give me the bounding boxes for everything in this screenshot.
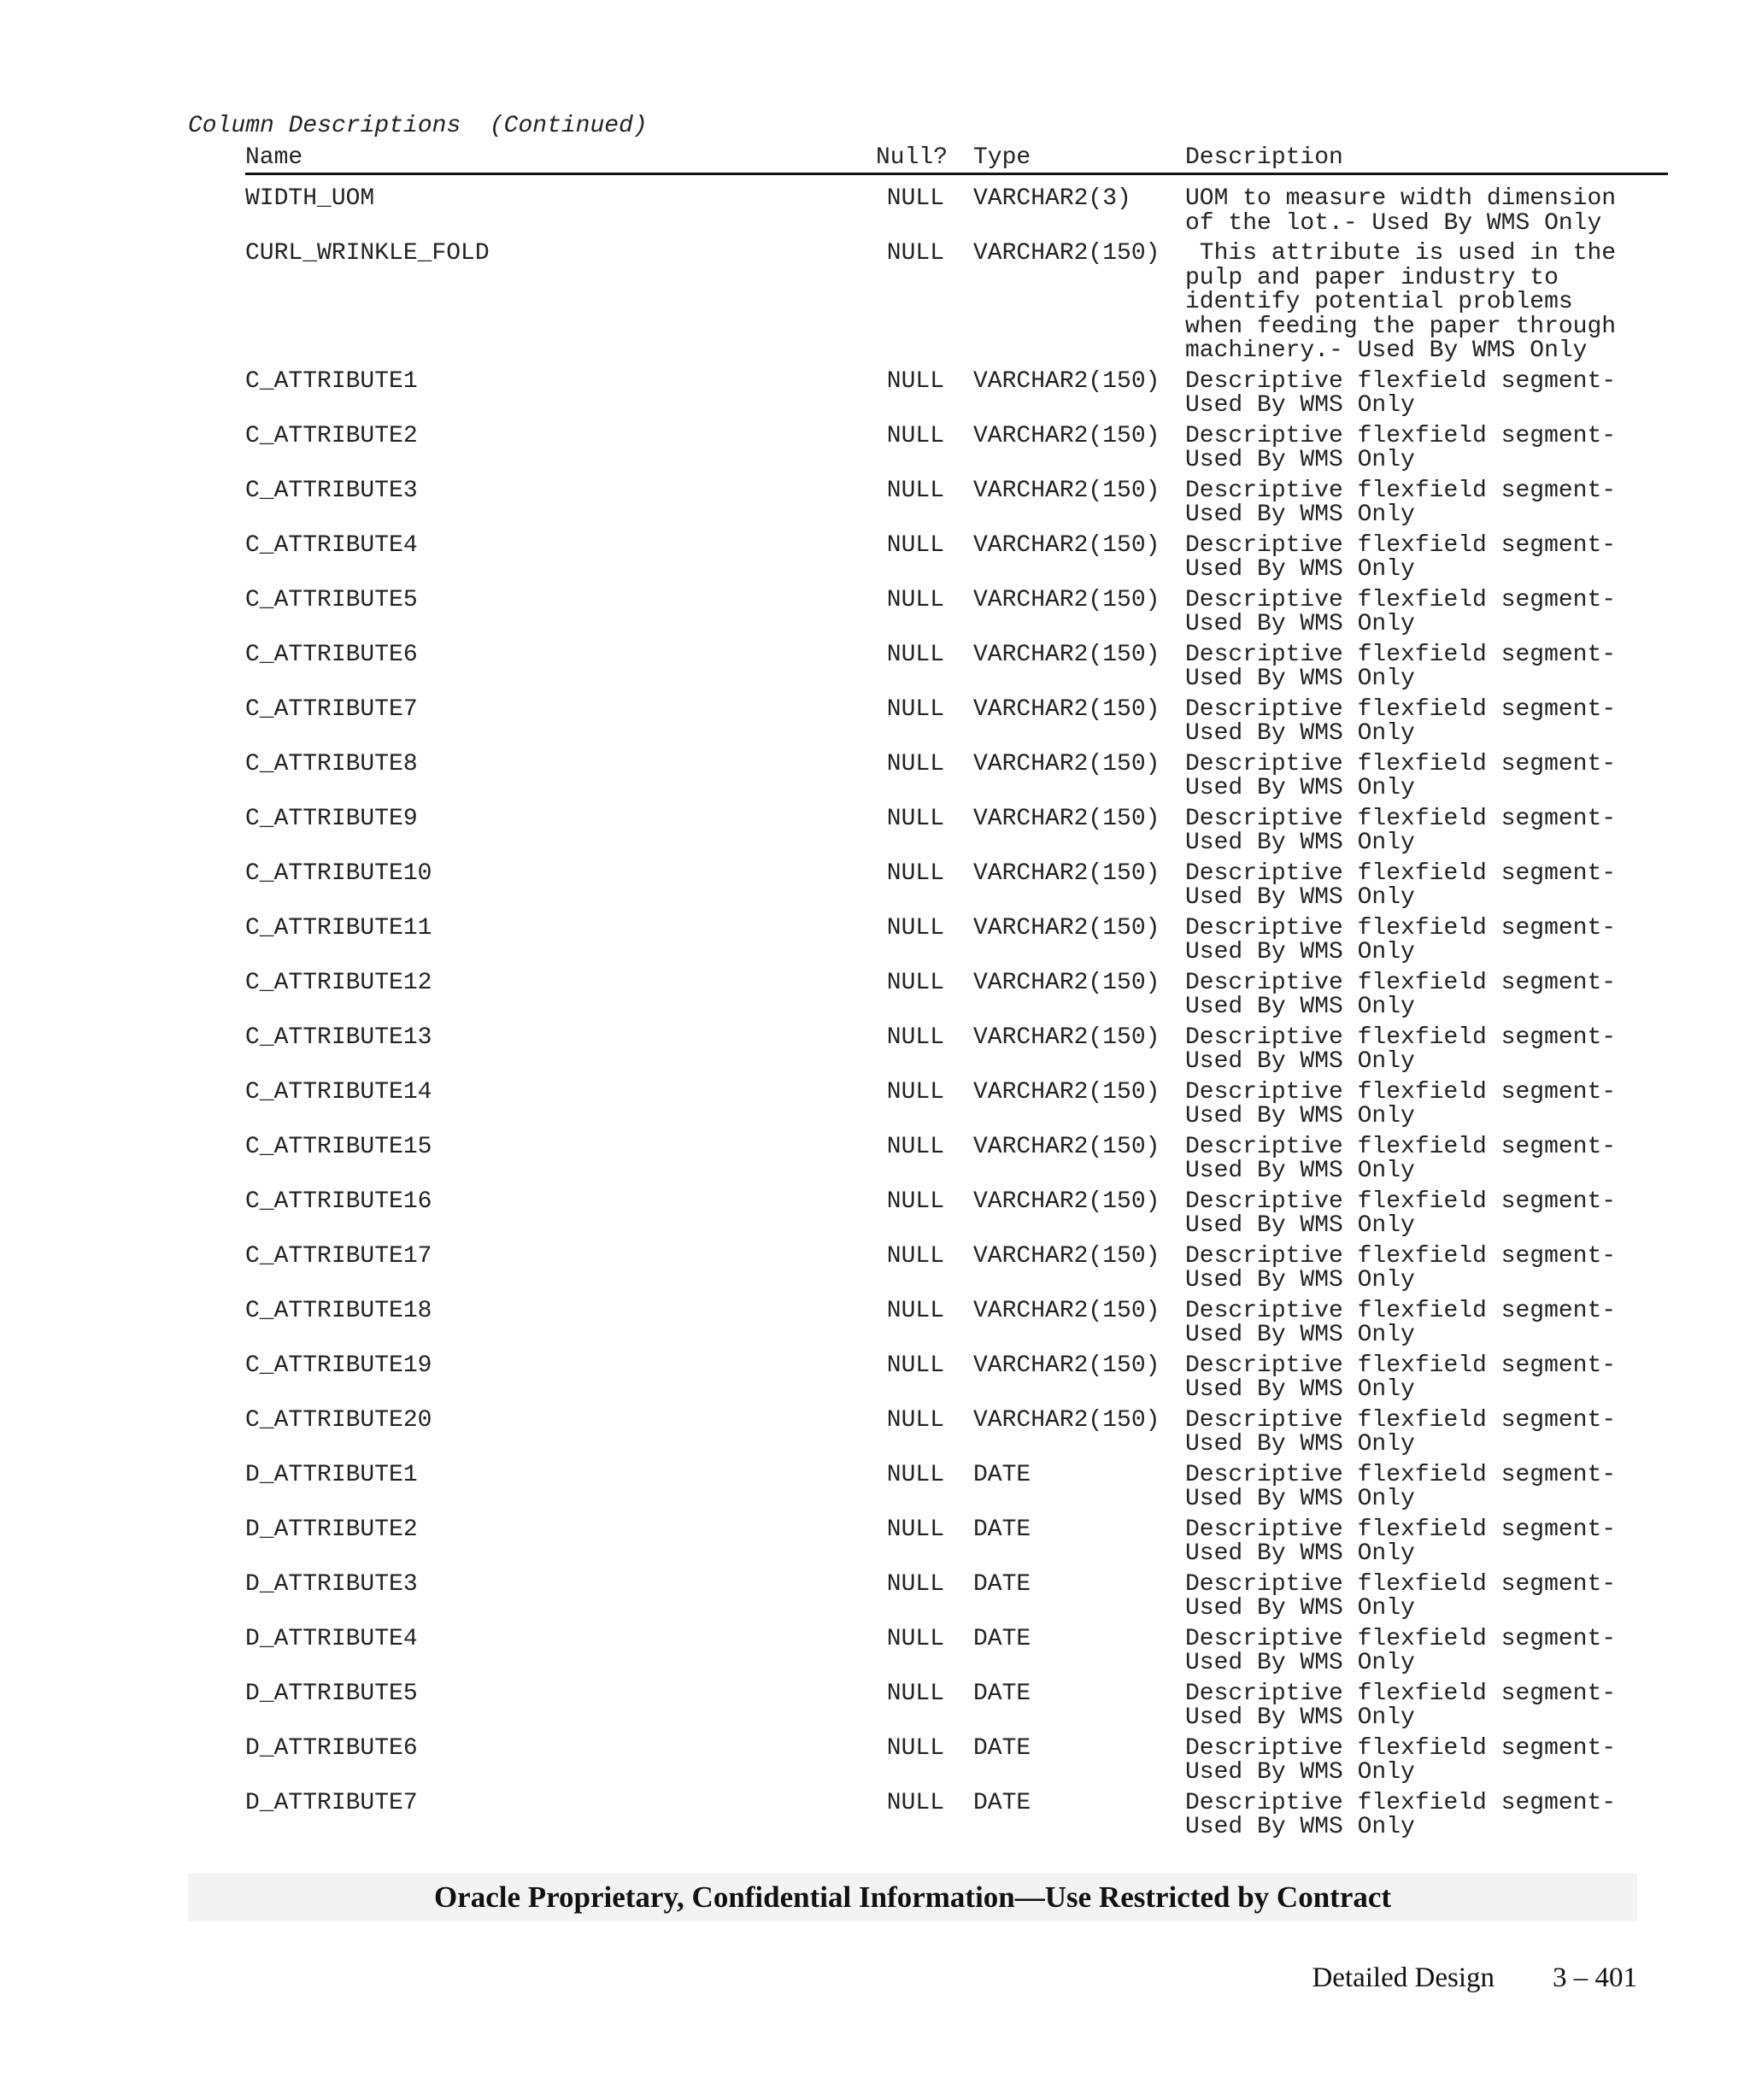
column-description: Descriptive flexfield segment- Used By WMS Only [1185,1133,1617,1184]
column-name: D_ATTRIBUTE7 [245,1789,418,1816]
data-type: VARCHAR2(150) [973,695,1160,723]
footer-section-title: Detailed Design [1312,1962,1495,1993]
data-type: DATE [973,1461,1031,1488]
page-footer [1312,1962,1637,1994]
null-value: NULL [886,1024,944,1051]
column-description: Descriptive flexfield segment- Used By WMS Only [1185,367,1617,419]
header-null: Null? [876,144,948,171]
column-name: C_ATTRIBUTE19 [245,1352,432,1379]
null-value: NULL [886,240,944,267]
column-name: C_ATTRIBUTE9 [245,805,418,832]
table-row [245,859,1668,911]
table-row [245,1135,1668,1184]
column-name: C_ATTRIBUTE1 [245,367,418,395]
data-type: VARCHAR2(150) [973,859,1160,887]
table-row [245,187,1668,236]
column-name: C_ATTRIBUTE17 [245,1242,432,1270]
null-value: NULL [886,805,944,832]
column-name: C_ATTRIBUTE7 [245,695,418,723]
data-type: VARCHAR2(150) [973,969,1160,996]
data-type: VARCHAR2(150) [973,1406,1160,1434]
null-value: NULL [886,641,944,668]
column-name: D_ATTRIBUTE5 [245,1680,418,1707]
null-value: NULL [886,1734,944,1762]
column-name: D_ATTRIBUTE3 [245,1570,418,1598]
data-type: VARCHAR2(150) [973,1242,1160,1270]
null-value: NULL [886,1570,944,1598]
null-value: NULL [886,531,944,559]
table-row [245,242,1668,364]
confidential-notice: Oracle Proprietary, Confidential Information––Use Restricted by Contract [188,1874,1637,1921]
table-row [245,586,1668,637]
null-value: NULL [886,1406,944,1434]
column-name: C_ATTRIBUTE10 [245,859,432,887]
page-number: 3 – 401 [1553,1962,1637,1993]
column-description: Descriptive flexfield segment- Used By WMS Only [1185,1734,1617,1786]
data-type: VARCHAR2(150) [973,477,1160,504]
null-value: NULL [886,1188,944,1215]
table-header [245,142,1668,175]
data-type: VARCHAR2(150) [973,805,1160,832]
null-value: NULL [886,1242,944,1270]
data-type: VARCHAR2(150) [973,531,1160,559]
column-description: Descriptive flexfield segment- Used By WMS Only [1185,1406,1617,1458]
column-name: C_ATTRIBUTE14 [245,1078,432,1106]
data-type: VARCHAR2(150) [973,586,1160,613]
column-name: C_ATTRIBUTE8 [245,750,418,777]
header-type: Type [973,144,1031,171]
table-row [245,1734,1668,1786]
column-name: C_ATTRIBUTE16 [245,1188,432,1215]
column-name: CURL_WRINKLE_FOLD [245,240,490,267]
column-name: C_ATTRIBUTE20 [245,1406,432,1434]
data-type: DATE [973,1734,1031,1762]
column-name: WIDTH_UOM [245,185,375,212]
null-value: NULL [886,586,944,613]
column-description: This attribute is used in the pulp and paper industry to identify potential problems when feeding the paper through machinery.- Used By WMS Only [1185,240,1617,364]
column-name: C_ATTRIBUTE15 [245,1133,432,1160]
column-description: Descriptive flexfield segment- Used By WMS Only [1185,1352,1617,1403]
column-description: Descriptive flexfield segment- Used By WMS Only [1185,1516,1617,1567]
table-row [245,1026,1668,1075]
column-name: C_ATTRIBUTE4 [245,531,418,559]
data-type: VARCHAR2(150) [973,1188,1160,1215]
data-type: VARCHAR2(150) [973,240,1160,267]
null-value: NULL [886,969,944,996]
column-description: Descriptive flexfield segment- Used By WMS Only [1185,969,1617,1020]
null-value: NULL [886,1352,944,1379]
null-value: NULL [886,422,944,449]
column-description: Descriptive flexfield segment- Used By WMS Only [1185,805,1617,856]
data-type: DATE [973,1680,1031,1707]
data-type: VARCHAR2(150) [973,1133,1160,1160]
column-description: Descriptive flexfield segment- Used By WMS Only [1185,1625,1617,1676]
column-description: Descriptive flexfield segment- Used By WMS Only [1185,859,1617,911]
null-value: NULL [886,1789,944,1816]
column-name: C_ATTRIBUTE3 [245,477,418,504]
column-description: Descriptive flexfield segment- Used By WMS Only [1185,531,1617,583]
table-row [245,367,1668,419]
null-value: NULL [886,1297,944,1324]
column-name: C_ATTRIBUTE18 [245,1297,432,1324]
column-description: Descriptive flexfield segment- Used By WMS Only [1185,641,1617,692]
column-description: Descriptive flexfield segment- Used By WMS Only [1185,750,1617,801]
data-type: DATE [973,1625,1031,1652]
column-name: D_ATTRIBUTE4 [245,1625,418,1652]
column-description: Descriptive flexfield segment- Used By WMS Only [1185,1570,1617,1622]
column-name: C_ATTRIBUTE13 [245,1024,432,1051]
null-value: NULL [886,750,944,777]
null-value: NULL [886,1133,944,1160]
data-type: VARCHAR2(150) [973,914,1160,941]
column-description: Descriptive flexfield segment- Used By WMS Only [1185,1461,1617,1512]
data-type: VARCHAR2(150) [973,750,1160,777]
table-row [245,1078,1668,1129]
table-row [245,807,1668,856]
null-value: NULL [886,695,944,723]
data-type: VARCHAR2(150) [973,422,1160,449]
data-type: VARCHAR2(150) [973,1352,1160,1379]
column-description: Descriptive flexfield segment- Used By WMS Only [1185,695,1617,747]
column-name: C_ATTRIBUTE11 [245,914,432,941]
column-description: UOM to measure width dimension of the lot.- Used By WMS Only [1185,185,1617,237]
header-description: Description [1185,144,1343,171]
null-value: NULL [886,367,944,395]
column-name: C_ATTRIBUTE12 [245,969,432,996]
null-value: NULL [886,859,944,887]
table-row [245,1242,1668,1293]
table-row [245,750,1668,801]
table-row [245,1354,1668,1403]
table-row [245,531,1668,583]
column-name: C_ATTRIBUTE6 [245,641,418,668]
column-name: C_ATTRIBUTE2 [245,422,418,449]
null-value: NULL [886,1078,944,1106]
section-title: Column Descriptions (Continued) [188,113,648,139]
data-type: DATE [973,1789,1031,1816]
column-description: Descriptive flexfield segment- Used By WMS Only [1185,1789,1617,1840]
data-type: VARCHAR2(150) [973,1078,1160,1106]
column-description: Descriptive flexfield segment- Used By WMS Only [1185,1078,1617,1129]
data-type: VARCHAR2(150) [973,1024,1160,1051]
column-descriptions-table [245,142,1668,1846]
table-row [245,1682,1668,1731]
column-description: Descriptive flexfield segment- Used By WMS Only [1185,1188,1617,1239]
table-row [245,1299,1668,1348]
null-value: NULL [886,1680,944,1707]
data-type: DATE [973,1516,1031,1543]
null-value: NULL [886,914,944,941]
data-type: VARCHAR2(150) [973,1297,1160,1324]
column-description: Descriptive flexfield segment- Used By WMS Only [1185,586,1617,637]
column-description: Descriptive flexfield segment- Used By WMS Only [1185,914,1617,965]
table-row [245,1190,1668,1239]
column-description: Descriptive flexfield segment- Used By WMS Only [1185,422,1617,473]
data-type: VARCHAR2(150) [973,641,1160,668]
table-row [245,643,1668,692]
column-name: D_ATTRIBUTE1 [245,1461,418,1488]
table-row [245,422,1668,473]
column-description: Descriptive flexfield segment- Used By WMS Only [1185,1680,1617,1731]
table-row [245,695,1668,747]
column-name: D_ATTRIBUTE6 [245,1734,418,1762]
table-row [245,1625,1668,1676]
column-description: Descriptive flexfield segment- Used By WMS Only [1185,1242,1617,1293]
null-value: NULL [886,1516,944,1543]
null-value: NULL [886,185,944,212]
table-row [245,1406,1668,1458]
column-description: Descriptive flexfield segment- Used By WMS Only [1185,1024,1617,1075]
data-type: VARCHAR2(150) [973,367,1160,395]
table-row [245,914,1668,965]
table-row [245,1461,1668,1512]
table-row [245,1518,1668,1567]
null-value: NULL [886,477,944,504]
data-type: VARCHAR2(3) [973,185,1131,212]
header-name: Name [245,144,303,171]
table-body [245,175,1668,1840]
null-value: NULL [886,1625,944,1652]
table-row [245,1570,1668,1622]
column-description: Descriptive flexfield segment- Used By WMS Only [1185,1297,1617,1348]
column-name: C_ATTRIBUTE5 [245,586,418,613]
table-row [245,479,1668,528]
data-type: DATE [973,1570,1031,1598]
column-description: Descriptive flexfield segment- Used By WMS Only [1185,477,1617,528]
table-row [245,971,1668,1020]
column-name: D_ATTRIBUTE2 [245,1516,418,1543]
table-row [245,1789,1668,1840]
null-value: NULL [886,1461,944,1488]
